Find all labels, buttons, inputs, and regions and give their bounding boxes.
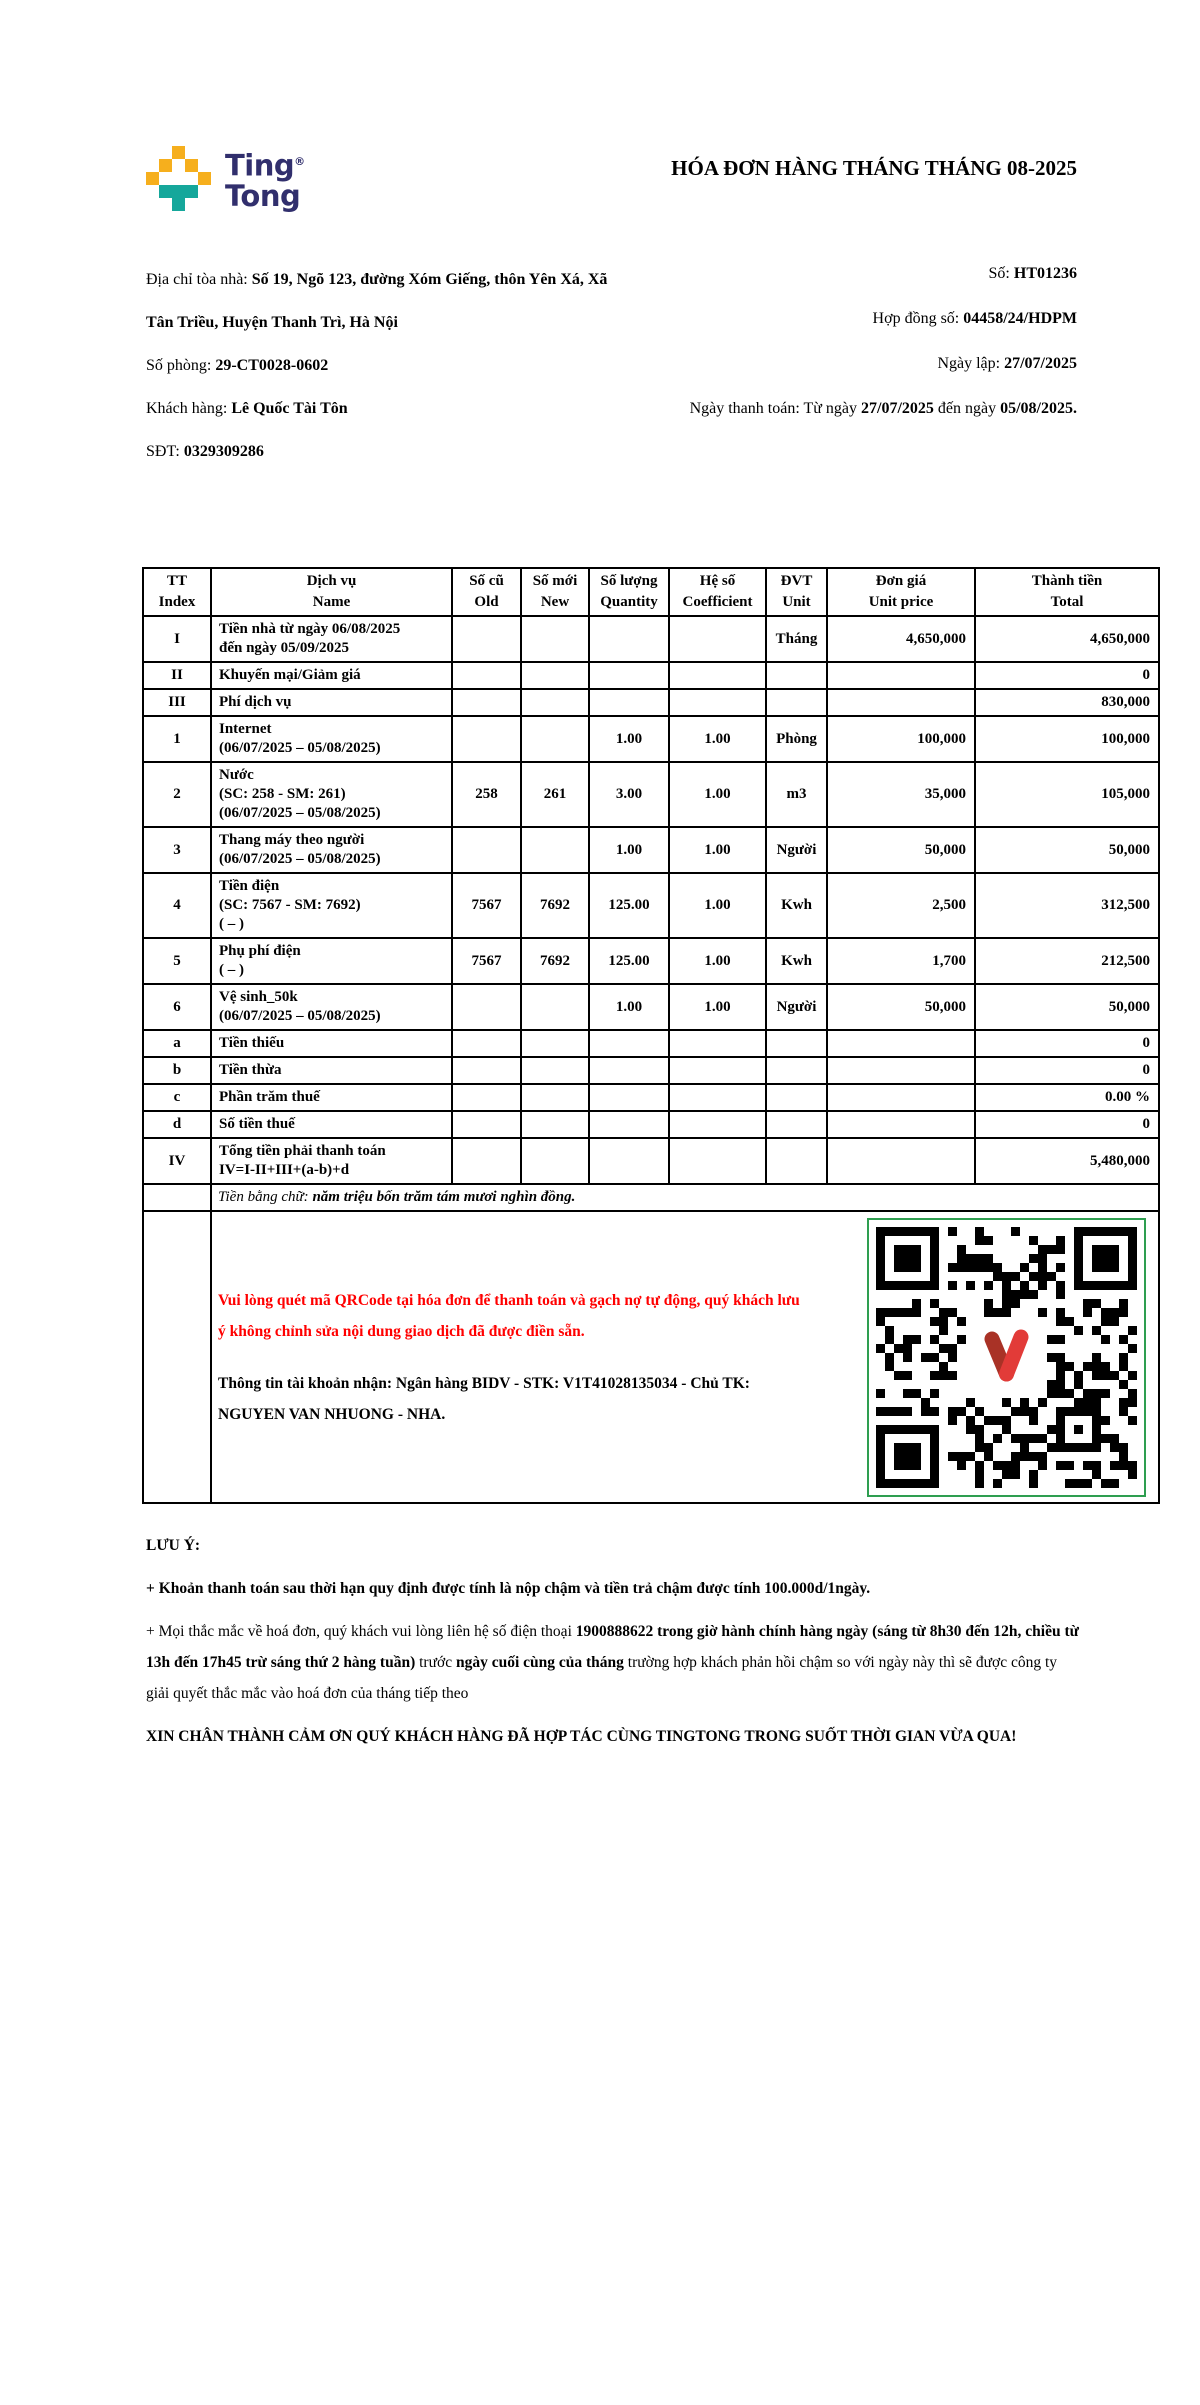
- invoice-table-body: [143, 616, 1159, 1184]
- quantity-cell: [589, 689, 669, 716]
- qr-row: [143, 1211, 1159, 1503]
- footer-notes: [146, 1530, 1082, 1752]
- index-cell: I: [143, 616, 211, 662]
- page-header: [146, 146, 1077, 212]
- unit-cell: Phòng: [766, 716, 827, 762]
- coefficient-cell: [669, 1084, 766, 1111]
- column-header: Dịch vụ Name: [211, 568, 452, 616]
- table-row: [143, 938, 1159, 984]
- text-segment: trường hợp khách phản hồi chậm so với ngày này thì sẽ được công ty giải quyết thắc mắc vào hoá đơn của tháng tiếp theo: [146, 1654, 1058, 1702]
- qr-warning-text: Vui lòng quét mã QRCode tại hóa đơn để thanh toán và gạch nợ tự động, quý khách lưu ý không chỉnh sửa nội dung giao dịch đã được điền sẵn.: [218, 1291, 800, 1340]
- coefficient-cell: 1.00: [669, 984, 766, 1030]
- total-cell: 105,000: [975, 762, 1159, 827]
- new-reading-cell: 7692: [521, 873, 589, 938]
- logo-pixel: [198, 172, 211, 185]
- invoice-table: [142, 567, 1160, 1504]
- service-name-cell: Vệ sinh_50k (06/07/2025 – 05/08/2025): [211, 984, 452, 1030]
- text-segment: ngày cuối cùng của tháng: [455, 1654, 624, 1671]
- table-row: [143, 616, 1159, 662]
- hotline-note: [146, 1616, 1082, 1709]
- unit-price-cell: 4,650,000: [827, 616, 975, 662]
- logo-pixel: [159, 159, 172, 172]
- logo-pixel: [159, 185, 198, 198]
- unit-cell: Tháng: [766, 616, 827, 662]
- total-cell: 5,480,000: [975, 1138, 1159, 1184]
- service-name-cell: Phụ phí điện ( – ): [211, 938, 452, 984]
- new-reading-cell: [521, 616, 589, 662]
- unit-cell: [766, 662, 827, 689]
- quantity-cell: 1.00: [589, 716, 669, 762]
- service-name-cell: Số tiền thuế: [211, 1111, 452, 1138]
- new-reading-cell: 7692: [521, 938, 589, 984]
- table-row: [143, 984, 1159, 1030]
- quantity-cell: [589, 616, 669, 662]
- old-reading-cell: [452, 827, 521, 873]
- tingtong-logo: [146, 146, 305, 212]
- table-row: [143, 1111, 1159, 1138]
- table-row: [143, 662, 1159, 689]
- coefficient-cell: [669, 1057, 766, 1084]
- unit-cell: [766, 1030, 827, 1057]
- new-reading-cell: [521, 1057, 589, 1084]
- invoice-table-footer: [143, 1184, 1159, 1503]
- total-cell: 100,000: [975, 716, 1159, 762]
- service-name-cell: Tiền thừa: [211, 1057, 452, 1084]
- unit-price-cell: [827, 1084, 975, 1111]
- unit-cell: [766, 1138, 827, 1184]
- service-name-cell: Tiền nhà từ ngày 06/08/2025 đến ngày 05/09/2025: [211, 616, 452, 662]
- registered-mark: ®: [294, 155, 305, 169]
- text-segment: 1900888622 trong giờ hành chính hàng ngày (sáng từ 8h30 đến 12h, chiều từ 13h đến 17h45 trừ sáng thứ 2 hàng tuần): [146, 1623, 1079, 1671]
- customer-phone: SĐT: 0329309286: [146, 443, 264, 460]
- index-cell: 6: [143, 984, 211, 1030]
- text-segment: - Chủ TK:: [677, 1374, 750, 1392]
- index-cell: III: [143, 689, 211, 716]
- index-cell: 5: [143, 938, 211, 984]
- quantity-cell: 1.00: [589, 827, 669, 873]
- logo-pixel: [172, 198, 185, 211]
- quantity-cell: [589, 1138, 669, 1184]
- new-reading-cell: [521, 1111, 589, 1138]
- old-reading-cell: [452, 716, 521, 762]
- old-reading-cell: [452, 1111, 521, 1138]
- table-row: [143, 1057, 1159, 1084]
- quantity-cell: [589, 1057, 669, 1084]
- amount-in-words-cell: [211, 1184, 1159, 1211]
- old-reading-cell: 7567: [452, 938, 521, 984]
- new-reading-cell: [521, 827, 589, 873]
- unit-price-cell: [827, 1057, 975, 1084]
- building-address: Địa chỉ tòa nhà: Số 19, Ngõ 123, đường Xóm Giếng, thôn Yên Xá, Xã Tân Triều, Huyện Thanh Trì, Hà Nội: [146, 271, 608, 331]
- coefficient-cell: [669, 1030, 766, 1057]
- room-number: Số phòng: 29-CT0028-0602: [146, 357, 329, 374]
- column-header: Thành tiền Total: [975, 568, 1159, 616]
- total-cell: 50,000: [975, 984, 1159, 1030]
- unit-price-cell: 1,700: [827, 938, 975, 984]
- old-reading-cell: [452, 1138, 521, 1184]
- new-reading-cell: 261: [521, 762, 589, 827]
- unit-cell: [766, 1084, 827, 1111]
- index-cell: 2: [143, 762, 211, 827]
- qr-instructions: [218, 1285, 810, 1430]
- total-cell: 212,500: [975, 938, 1159, 984]
- payment-qr-code: [867, 1218, 1146, 1497]
- thank-you-note: XIN CHÂN THÀNH CẢM ƠN QUÝ KHÁCH HÀNG ĐÃ HỢP TÁC CÙNG TINGTONG TRONG SUỐT THỜI GIAN VỪA QUA!: [146, 1728, 1017, 1745]
- old-reading-cell: [452, 1084, 521, 1111]
- unit-price-cell: 2,500: [827, 873, 975, 938]
- unit-price-cell: [827, 689, 975, 716]
- index-cell: 3: [143, 827, 211, 873]
- column-header: Số mới New: [521, 568, 589, 616]
- old-reading-cell: [452, 1057, 521, 1084]
- service-name-cell: Internet (06/07/2025 – 05/08/2025): [211, 716, 452, 762]
- old-reading-cell: [452, 689, 521, 716]
- unit-cell: Kwh: [766, 938, 827, 984]
- quantity-cell: [589, 1030, 669, 1057]
- total-cell: 0: [975, 1111, 1159, 1138]
- index-cell: [143, 1211, 211, 1503]
- index-cell: a: [143, 1030, 211, 1057]
- total-cell: 830,000: [975, 689, 1159, 716]
- amount-in-words-row: [143, 1184, 1159, 1211]
- tingtong-logo-icon: [146, 146, 212, 212]
- coefficient-cell: [669, 662, 766, 689]
- contract-number: Hợp đồng số: 04458/24/HDPM: [872, 310, 1077, 327]
- service-name-cell: Nước (SC: 258 - SM: 261) (06/07/2025 – 05/08/2025): [211, 762, 452, 827]
- column-header: ĐVT Unit: [766, 568, 827, 616]
- index-cell: II: [143, 662, 211, 689]
- unit-price-cell: 100,000: [827, 716, 975, 762]
- invoice-table-head: [143, 568, 1159, 616]
- invoice-meta: [677, 258, 1077, 473]
- quantity-cell: 125.00: [589, 873, 669, 938]
- unit-cell: [766, 1057, 827, 1084]
- bank-account-info: [218, 1368, 810, 1430]
- total-cell: 0.00 %: [975, 1084, 1159, 1111]
- qr-code-image: [876, 1227, 1137, 1488]
- coefficient-cell: [669, 689, 766, 716]
- qr-payment-cell: [211, 1211, 1159, 1503]
- table-row: [143, 716, 1159, 762]
- total-cell: 50,000: [975, 827, 1159, 873]
- new-reading-cell: [521, 984, 589, 1030]
- late-payment-note: + Khoản thanh toán sau thời hạn quy định được tính là nộp chậm và tiền trả chậm được tính 100.000d/1ngày.: [146, 1580, 871, 1597]
- table-header-row: [143, 568, 1159, 616]
- quantity-cell: 3.00: [589, 762, 669, 827]
- qr-payment-layout: [218, 1218, 1152, 1497]
- new-reading-cell: [521, 1084, 589, 1111]
- text-segment: Thông tin tài khoản nhận: Ngân hàng BIDV - STK:: [218, 1374, 563, 1392]
- issue-date: Ngày lập: 27/07/2025: [937, 355, 1077, 372]
- column-header: Số cũ Old: [452, 568, 521, 616]
- column-header: Số lượng Quantity: [589, 568, 669, 616]
- unit-cell: Người: [766, 827, 827, 873]
- old-reading-cell: [452, 616, 521, 662]
- logo-pixel: [185, 159, 198, 172]
- unit-cell: Kwh: [766, 873, 827, 938]
- amount-in-words-label: Tiền bằng chữ:: [218, 1189, 313, 1205]
- old-reading-cell: [452, 984, 521, 1030]
- unit-price-cell: [827, 1138, 975, 1184]
- table-row: [143, 762, 1159, 827]
- service-name-cell: Tiền điện (SC: 7567 - SM: 7692) ( – ): [211, 873, 452, 938]
- invoice-info: [146, 258, 1077, 473]
- column-header: Đơn giá Unit price: [827, 568, 975, 616]
- unit-cell: Người: [766, 984, 827, 1030]
- index-cell: c: [143, 1084, 211, 1111]
- total-cell: 312,500: [975, 873, 1159, 938]
- coefficient-cell: 1.00: [669, 873, 766, 938]
- table-row: [143, 1138, 1159, 1184]
- old-reading-cell: 258: [452, 762, 521, 827]
- logo-pixel: [172, 146, 185, 159]
- table-row: [143, 1030, 1159, 1057]
- total-cell: 0: [975, 662, 1159, 689]
- index-cell: 4: [143, 873, 211, 938]
- table-row: [143, 873, 1159, 938]
- payment-period: Ngày thanh toán: Từ ngày 27/07/2025 đến ngày 05/08/2025.: [689, 400, 1077, 417]
- unit-cell: [766, 1111, 827, 1138]
- service-name-cell: Tổng tiền phải thanh toán IV=I-II+III+(a-b)+d: [211, 1138, 452, 1184]
- column-header: Hệ số Coefficient: [669, 568, 766, 616]
- unit-cell: m3: [766, 762, 827, 827]
- unit-cell: [766, 689, 827, 716]
- text-segment: trước: [415, 1654, 456, 1671]
- service-name-cell: Thang máy theo người (06/07/2025 – 05/08/2025): [211, 827, 452, 873]
- old-reading-cell: [452, 1030, 521, 1057]
- index-cell: [143, 1184, 211, 1211]
- quantity-cell: [589, 1111, 669, 1138]
- new-reading-cell: [521, 689, 589, 716]
- new-reading-cell: [521, 716, 589, 762]
- total-cell: 4,650,000: [975, 616, 1159, 662]
- new-reading-cell: [521, 1138, 589, 1184]
- customer-info: [146, 258, 626, 473]
- service-name-cell: Phí dịch vụ: [211, 689, 452, 716]
- coefficient-cell: 1.00: [669, 827, 766, 873]
- coefficient-cell: 1.00: [669, 762, 766, 827]
- index-cell: d: [143, 1111, 211, 1138]
- table-row: [143, 827, 1159, 873]
- invoice-page: [0, 146, 1200, 1752]
- text-segment: V1T41028135034: [562, 1374, 678, 1392]
- invoice-title: HÓA ĐƠN HÀNG THÁNG THÁNG 08-2025: [671, 156, 1077, 180]
- old-reading-cell: 7567: [452, 873, 521, 938]
- coefficient-cell: [669, 1138, 766, 1184]
- quantity-cell: 1.00: [589, 984, 669, 1030]
- total-cell: 0: [975, 1030, 1159, 1057]
- unit-price-cell: 35,000: [827, 762, 975, 827]
- index-cell: 1: [143, 716, 211, 762]
- text-segment: NGUYEN VAN NHUONG - NHA.: [218, 1405, 446, 1423]
- invoice-number: Số: HT01236: [988, 265, 1077, 282]
- unit-price-cell: [827, 662, 975, 689]
- table-row: [143, 1084, 1159, 1111]
- notes-heading: LƯU Ý:: [146, 1537, 201, 1554]
- coefficient-cell: [669, 616, 766, 662]
- unit-price-cell: 50,000: [827, 984, 975, 1030]
- tingtong-wordmark: Ting® Tong: [225, 148, 305, 213]
- table-row: [143, 689, 1159, 716]
- unit-price-cell: 50,000: [827, 827, 975, 873]
- logo-pixel: [146, 172, 159, 185]
- new-reading-cell: [521, 662, 589, 689]
- coefficient-cell: 1.00: [669, 716, 766, 762]
- amount-in-words-value: năm triệu bốn trăm tám mươi nghìn đồng.: [312, 1189, 576, 1205]
- service-name-cell: Tiền thiếu: [211, 1030, 452, 1057]
- index-cell: IV: [143, 1138, 211, 1184]
- column-header: TT Index: [143, 568, 211, 616]
- service-name-cell: Khuyến mại/Giảm giá: [211, 662, 452, 689]
- coefficient-cell: 1.00: [669, 938, 766, 984]
- index-cell: b: [143, 1057, 211, 1084]
- new-reading-cell: [521, 1030, 589, 1057]
- quantity-cell: [589, 662, 669, 689]
- quantity-cell: 125.00: [589, 938, 669, 984]
- service-name-cell: Phần trăm thuế: [211, 1084, 452, 1111]
- text-segment: + Mọi thắc mắc về hoá đơn, quý khách vui lòng liên hệ số điện thoại: [146, 1623, 576, 1640]
- customer-name: Khách hàng: Lê Quốc Tài Tôn: [146, 400, 348, 417]
- old-reading-cell: [452, 662, 521, 689]
- quantity-cell: [589, 1084, 669, 1111]
- coefficient-cell: [669, 1111, 766, 1138]
- total-cell: 0: [975, 1057, 1159, 1084]
- unit-price-cell: [827, 1030, 975, 1057]
- unit-price-cell: [827, 1111, 975, 1138]
